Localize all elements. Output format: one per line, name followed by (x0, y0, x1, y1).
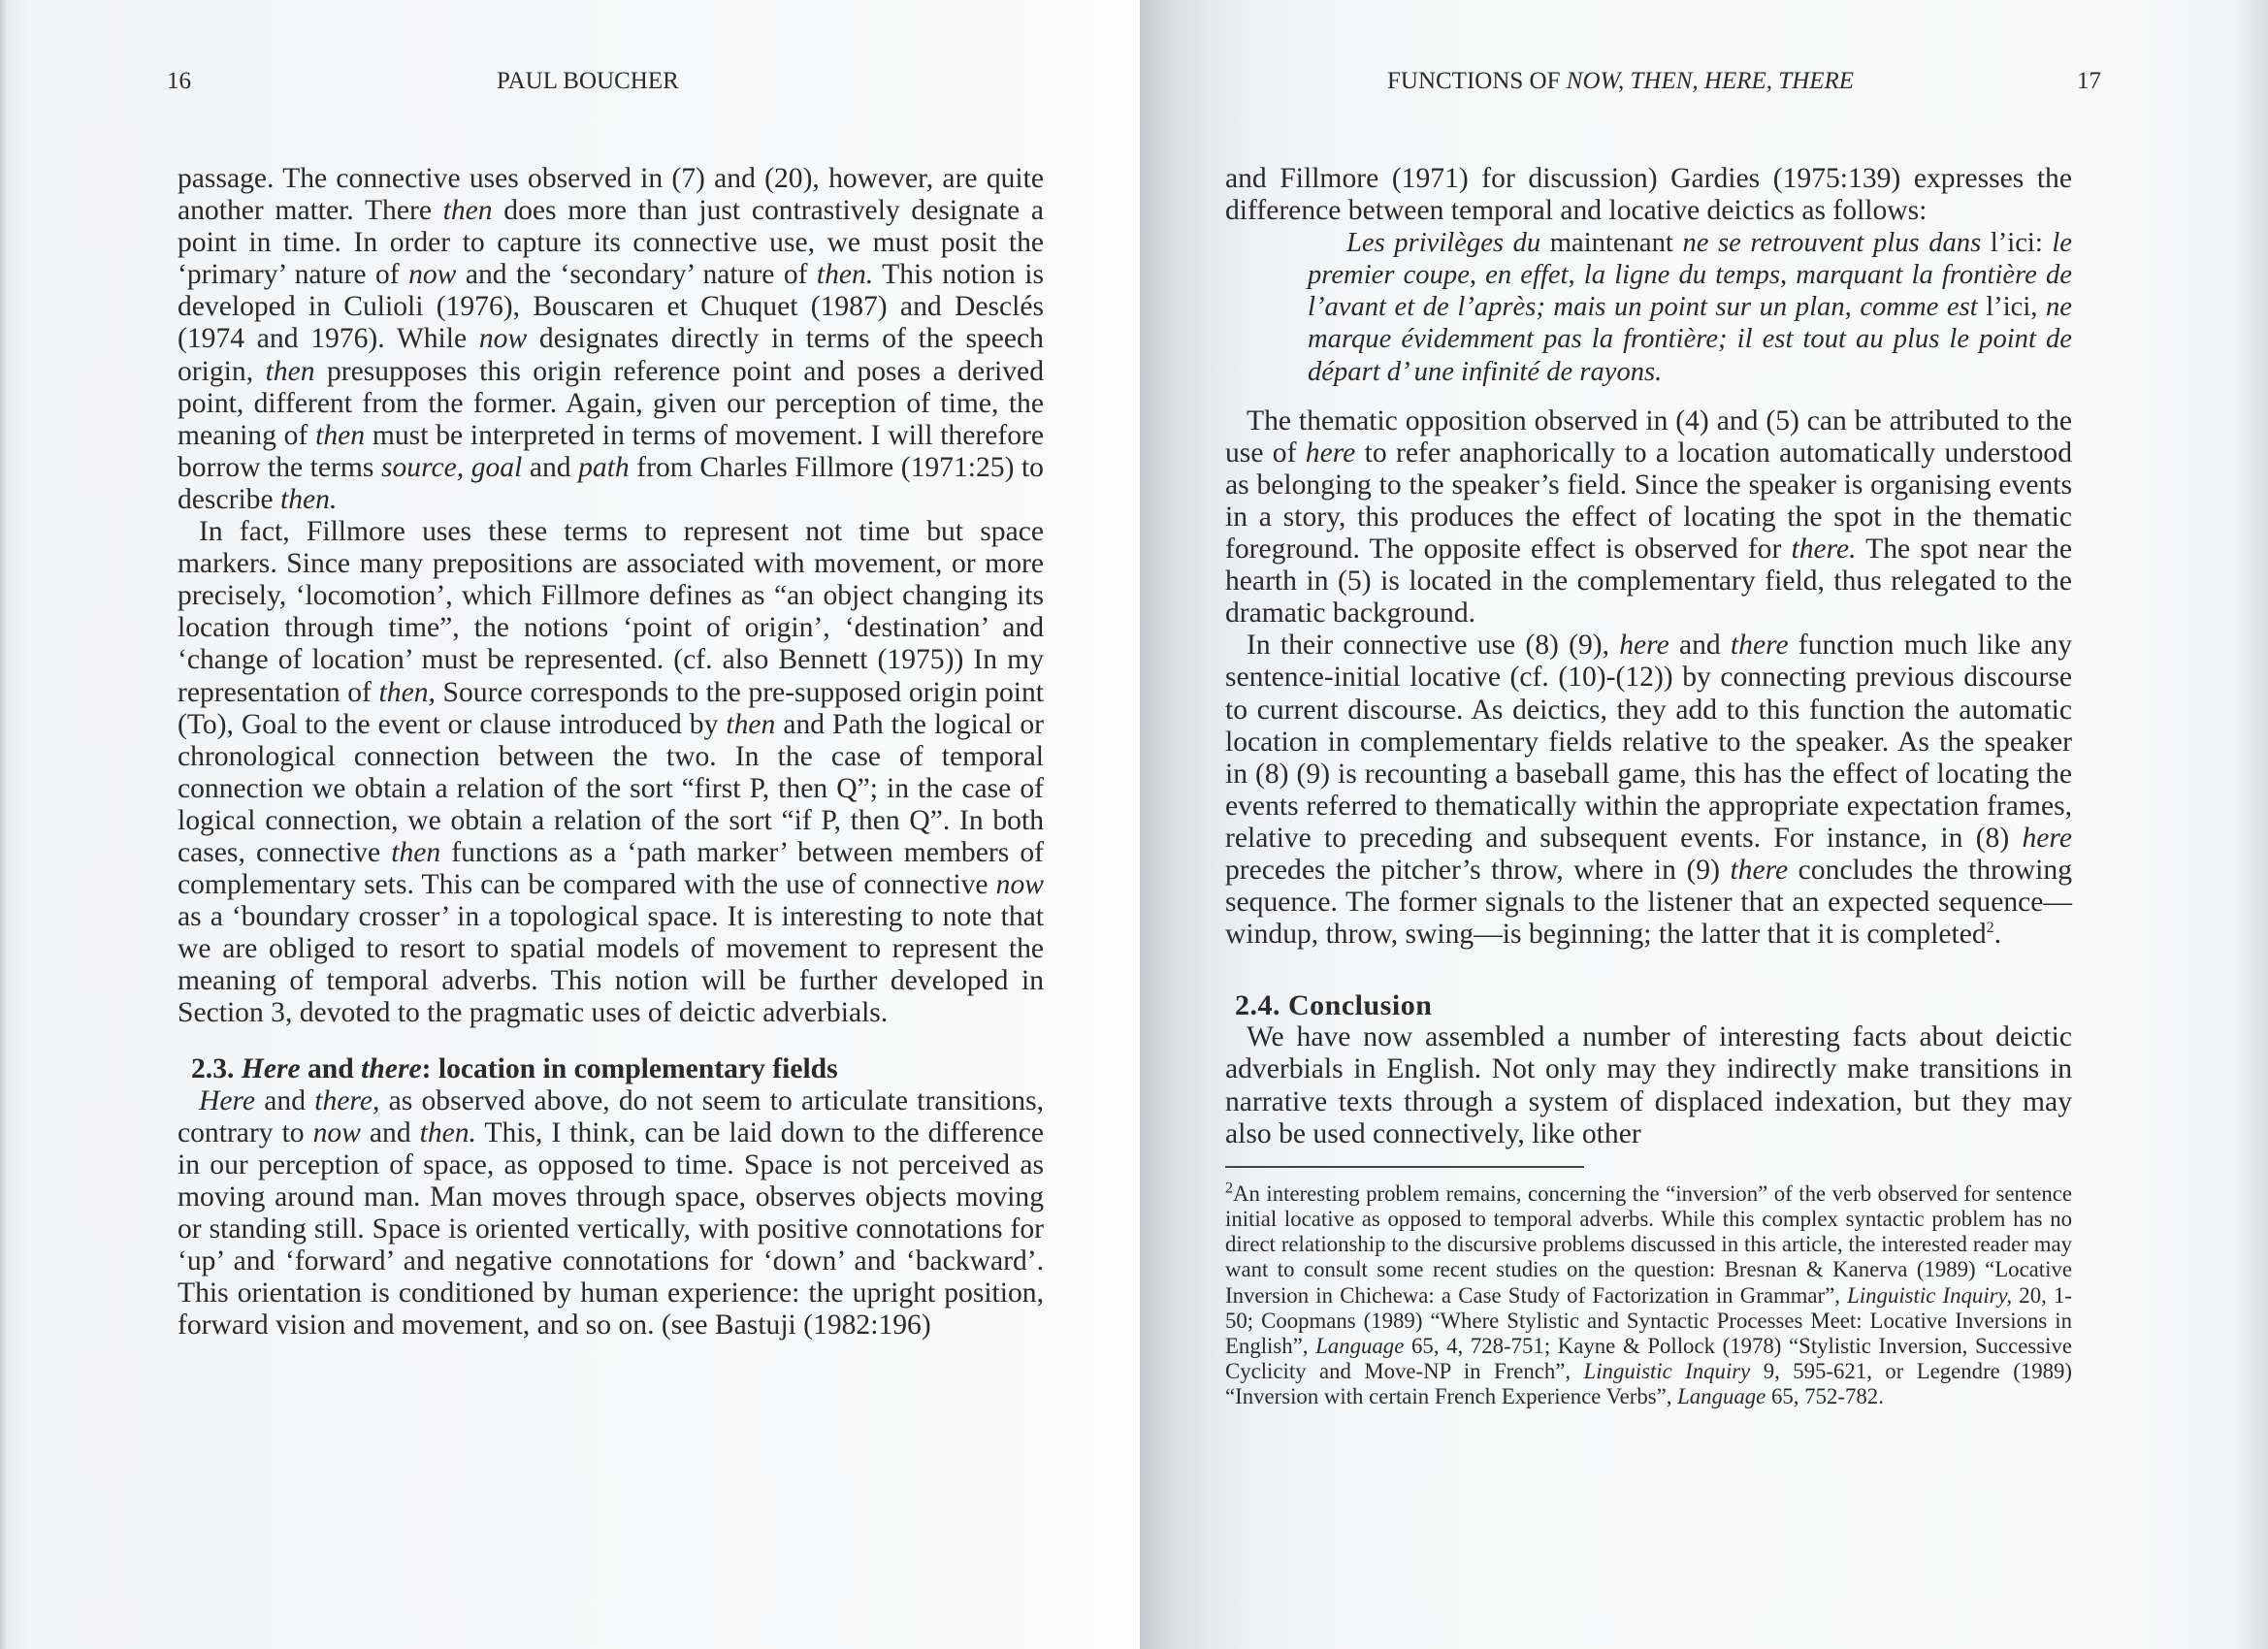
right-body-text (1225, 163, 2072, 1410)
section-heading: 2.4. Conclusion (1235, 989, 1433, 1022)
paragraph: In their connective use (8) (9), here and there function much like any sentence-initial locative (cf. (10)-(12)) by connecting previous discourse to current discourse. As deictics, they add to this function the automatic location in complementary fields relative to the speaker. As the speaker in (8) (9) is recounting a baseball game, this has the effect of locating the events referred to thematically within the appropriate expectation frames, relative to preceding and subsequent events. For instance, in (8) here precedes the pitcher’s throw, where in (9) there concludes the throwing sequence. The former signals to the listener that an expected sequence—windup, throw, swing—is beginning; the latter that it is completed$^2$. (1225, 630, 2072, 951)
paragraph: We have now assembled a number of interesting facts about deictic adverbials in English. Not only may they indirectly make transitions in narrative texts through a system of displaced indexation, but they may also be used connectively, like other (1225, 1021, 2072, 1149)
running-head: PAUL BOUCHER (497, 68, 679, 94)
paragraph: In fact, Fillmore uses these terms to represent not time but space markers. Since many prepositions are associated with movement, or more precisely, ‘locomotion’, which Fillmore defines as “an object changing its location through time”, the notions ‘point of origin’, ‘destination’ and ‘change of location’ must be represented. (cf. also Bennett (1975)) In my representation of then, Source corresponds to the pre-supposed origin point (To), Goal to the event or clause introduced by then and Path the logical or chronological connection between the two. In the case of temporal connection we obtain a relation of the sort “first P, then Q”; in the case of logical connection, we obtain a relation of the sort “if P, then Q”. In both cases, connective then functions as a ‘path marker’ between members of complementary sets. This can be compared with the use of connective now as a ‘boundary crosser’ in a topological space. It is interesting to note that we are obliged to resort to spatial models of movement to represent the meaning of temporal adverbs. This notion will be further developed in Section 3, devoted to the pragmatic uses of deictic adverbials. (178, 516, 1044, 1029)
footnote-rule (1225, 1166, 1584, 1168)
spacer (1225, 388, 2072, 405)
running-head: FUNCTIONS OF NOW, THEN, HERE, THERE (1387, 68, 1855, 94)
block-quote: Les privilèges du maintenant ne se retrouvent plus dans l’ici: le premier coupe, en effet, la ligne du temps, marquant la frontière de l’avant et de l’après; mais un point sur un plan, comme est l’ici, ne marque évidemment pas la frontière; il est tout au plus le point de départ d’ une infinité de rayons. (1308, 228, 2072, 387)
paragraph: and Fillmore (1971) for discussion) Gardies (1975:139) expresses the difference between temporal and locative deictics as follows: (1225, 163, 2072, 227)
page-number: 17 (2077, 68, 2101, 94)
footnote-marker: 2 (1986, 920, 1994, 937)
page-number: 16 (167, 68, 191, 94)
paragraph: passage. The connective uses observed in (7) and (20), however, are quite another matter. There then does more than just contrastively designate a point in time. In order to capture its connective use, we must posit the ‘primary’ nature of now and the ‘secondary’ nature of then. This notion is developed in Culioli (1976), Bouscaren et Chuquet (1987) and Desclés (1974 and 1976). While now designates directly in terms of the speech origin, then presupposes this origin reference point and poses a derived point, different from the former. Again, given our perception of time, the meaning of then must be interpreted in terms of movement. I will therefore borrow the terms source, goal and path from Charles Fillmore (1971:25) to describe then. (178, 163, 1044, 515)
paragraph: The thematic opposition observed in (4) and (5) can be attributed to the use of here to refer anaphorically to a location automatically understood as belonging to the speaker’s field. Since the speaker is organising events in a story, this produces the effect of locating the spot in the thematic foreground. The opposite effect is observed for there. The spot near the hearth in (5) is located in the complementary field, thus relegated to the dramatic background. (1225, 404, 2072, 630)
footnote: $^2$An interesting problem remains, concerning the “inversion” of the verb observed for sentence initial locative as opposed to temporal adverbs. While this complex syntactic problem has no direct relationship to the discursive problems discussed in this article, the interested reader may want to consult some recent studies on the question: Bresnan & Kanerva (1989) “Locative Inversion in Chichewa: a Case Study of Factorization in Grammar”, Linguistic Inquiry, 20, 1-50; Coopmans (1989) “Where Stylistic and Syntactic Processes Meet: Locative Inversions in English”, Language 65, 4, 728-751; Kayne & Pollock (1978) “Stylistic Inversion, Successive Cyclicity and Move-NP in French”, Linguistic Inquiry 9, 595-621, or Legendre (1989) “Inversion with certain French Experience Verbs”, Language 65, 752-782. (1225, 1180, 2072, 1409)
right-page (1140, 0, 2268, 1649)
left-body-text (178, 163, 1044, 1342)
paragraph: Here and there, as observed above, do not seem to articulate transitions, contrary to now and then. This, I think, can be laid down to the difference in our perception of space, as opposed to time. Space is not perceived as moving around man. Man moves through space, observes objects moving or standing still. Space is oriented vertically, with positive connotations for ‘up’ and ‘forward’ and negative connotations for ‘down’ and ‘backward’. This orientation is conditioned by human experience: the upright position, forward vision and movement, and so on. (see Bastuji (1982:196) (178, 1084, 1044, 1342)
section-heading: 2.3. Here and there: location in complementary fields (191, 1052, 838, 1084)
